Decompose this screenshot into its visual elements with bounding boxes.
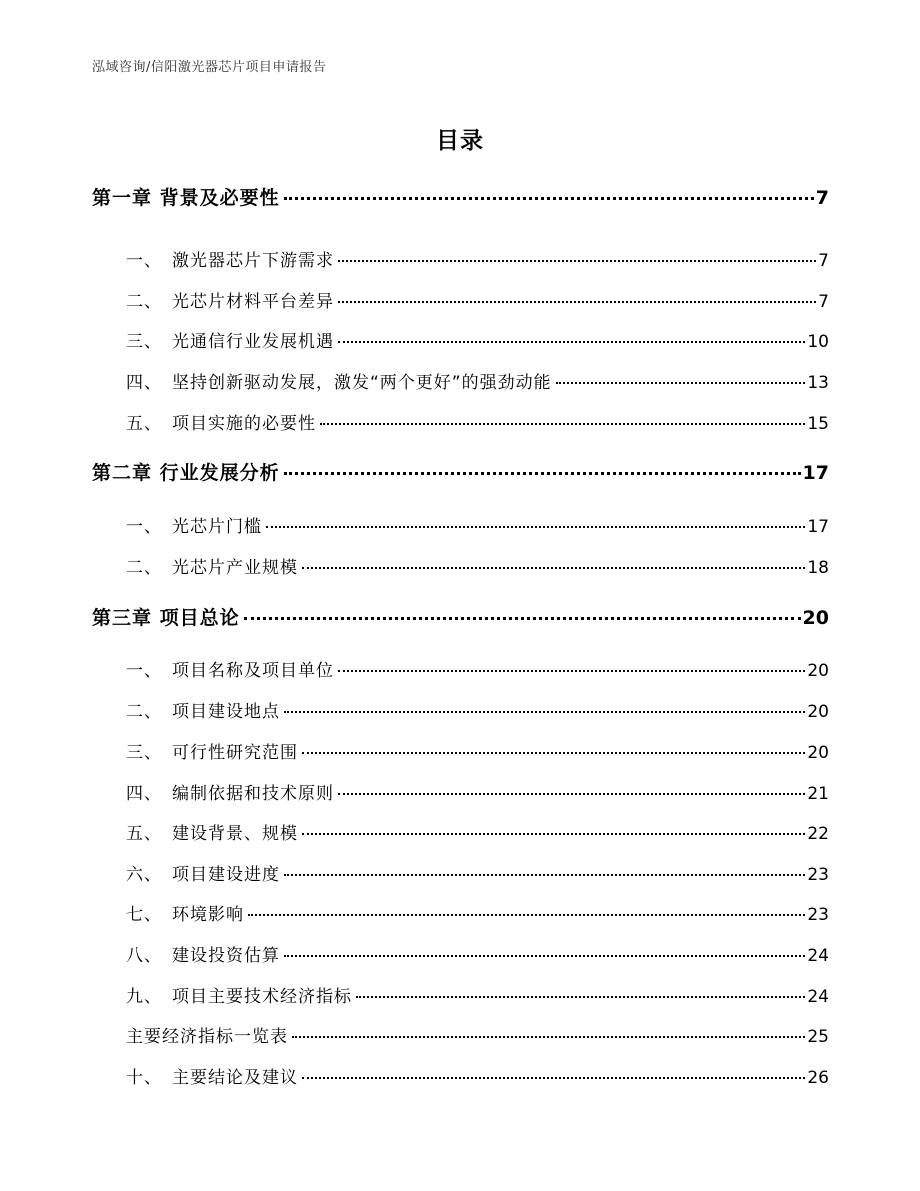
toc-entry-label: 项目实施的必要性 — [172, 414, 316, 434]
leader-dots — [338, 341, 805, 343]
toc-entry-label: 激光器芯片下游需求 — [172, 251, 334, 271]
toc-section-row[interactable] — [126, 287, 829, 312]
toc-section-row[interactable] — [126, 1022, 829, 1047]
toc-entry-number: 八、 — [126, 946, 162, 966]
toc-entry-number: 一、 — [126, 517, 162, 537]
toc-entry-label: 项目名称及项目单位 — [172, 661, 334, 681]
leader-dots — [338, 793, 805, 795]
toc-page-number: 23 — [807, 865, 829, 885]
toc-page-number: 20 — [807, 702, 829, 722]
toc-page-number: 17 — [802, 462, 829, 484]
toc-entry-label: 建设背景、规模 — [172, 824, 298, 844]
toc-entry-number: 四、 — [126, 784, 162, 804]
leader-dots — [356, 996, 805, 998]
toc-chapter-row[interactable] — [92, 458, 829, 485]
toc-entry-number: 七、 — [126, 905, 162, 925]
toc-section-row[interactable] — [126, 656, 829, 681]
toc-entry-number: 二、 — [126, 292, 162, 312]
toc-section-row[interactable] — [126, 819, 829, 844]
toc-entry-label: 光通信行业发展机遇 — [172, 332, 334, 352]
toc-section-row[interactable] — [126, 982, 829, 1007]
toc-entry-number: 十、 — [126, 1068, 162, 1088]
toc-section-row[interactable] — [126, 368, 829, 393]
toc-entry-number: 五、 — [126, 824, 162, 844]
leader-dots — [302, 1077, 805, 1079]
toc-entry-label: 主要结论及建议 — [172, 1068, 298, 1088]
toc-page-number: 7 — [818, 292, 829, 312]
toc-entry-number: 一、 — [126, 251, 162, 271]
toc-section-row[interactable] — [126, 779, 829, 804]
toc-page-number: 17 — [807, 517, 829, 537]
toc-entry-label: 坚持创新驱动发展，激发“两个更好”的强劲动能 — [172, 373, 552, 393]
toc-entry-label: 第三章 项目总论 — [92, 607, 240, 629]
toc-entry-number: 四、 — [126, 373, 162, 393]
toc-entry-label: 环境影响 — [172, 905, 244, 925]
toc-section-row[interactable] — [126, 409, 829, 434]
toc-title: 目录 — [436, 128, 484, 154]
leader-dots — [556, 382, 806, 384]
toc-entry-label: 第二章 行业发展分析 — [92, 462, 280, 484]
leader-dots — [338, 670, 805, 672]
toc-entry-label: 项目建设进度 — [172, 865, 280, 885]
leader-dots — [302, 567, 805, 569]
leader-dots — [284, 874, 805, 876]
toc-section-row[interactable] — [126, 738, 829, 763]
toc-chapter-row[interactable] — [92, 183, 829, 210]
toc-section-row[interactable] — [126, 697, 829, 722]
toc-page-number: 20 — [807, 661, 829, 681]
toc-entry-label: 项目主要技术经济指标 — [172, 987, 352, 1007]
toc-entry-label: 第一章 背景及必要性 — [92, 187, 280, 209]
toc-entry-label: 可行性研究范围 — [172, 743, 298, 763]
toc-page-number: 22 — [807, 824, 829, 844]
leader-dots — [284, 711, 805, 713]
toc-entry-number: 二、 — [126, 702, 162, 722]
toc-page-number: 10 — [807, 332, 829, 352]
toc-page-number: 7 — [815, 187, 829, 209]
toc-section-row[interactable] — [126, 941, 829, 966]
toc-entry-label: 编制依据和技术原则 — [172, 784, 334, 804]
toc-entry-label: 光芯片门槛 — [172, 517, 262, 537]
toc-entry-number: 一、 — [126, 661, 162, 681]
leader-dots — [302, 752, 805, 754]
toc-entry-label: 建设投资估算 — [172, 946, 280, 966]
toc-section-row[interactable] — [126, 512, 829, 537]
toc-page-number: 13 — [807, 373, 829, 393]
toc-page-number: 18 — [807, 558, 829, 578]
leader-dots — [320, 423, 805, 425]
leader-dots — [284, 955, 805, 957]
toc-page-number: 23 — [807, 905, 829, 925]
leader-dots — [284, 197, 814, 200]
toc-page-number: 20 — [802, 607, 829, 629]
leader-dots — [266, 526, 805, 528]
leader-dots — [338, 301, 816, 303]
leader-dots — [292, 1036, 805, 1038]
leader-dots — [302, 833, 805, 835]
toc-section-row[interactable] — [126, 246, 829, 271]
toc-section-row[interactable] — [126, 860, 829, 885]
toc-page-number: 15 — [807, 414, 829, 434]
toc-section-row[interactable] — [126, 553, 829, 578]
toc-entry-label: 项目建设地点 — [172, 702, 280, 722]
toc-page-number: 24 — [807, 987, 829, 1007]
toc-page-number: 7 — [818, 251, 829, 271]
toc-entry-number: 九、 — [126, 987, 162, 1007]
leader-dots — [284, 472, 801, 475]
toc-page-number: 21 — [807, 784, 829, 804]
toc-entry-label: 主要经济指标一览表 — [126, 1027, 288, 1047]
toc-page-number: 20 — [807, 743, 829, 763]
toc-chapter-row[interactable] — [92, 603, 829, 630]
toc-page-number: 26 — [807, 1068, 829, 1088]
leader-dots — [248, 914, 805, 916]
toc-entry-label: 光芯片产业规模 — [172, 558, 298, 578]
toc-entry-number: 六、 — [126, 865, 162, 885]
toc-entry-number: 三、 — [126, 332, 162, 352]
toc-section-row[interactable] — [126, 327, 829, 352]
toc-entry-number: 三、 — [126, 743, 162, 763]
running-header: 泓域咨询/信阳激光器芯片项目申请报告 — [92, 60, 327, 75]
leader-dots — [338, 260, 816, 262]
toc-entry-number: 五、 — [126, 414, 162, 434]
toc-entry-number: 二、 — [126, 558, 162, 578]
toc-page-number: 25 — [807, 1027, 829, 1047]
toc-page-number: 24 — [807, 946, 829, 966]
toc-entry-label: 光芯片材料平台差异 — [172, 292, 334, 312]
leader-dots — [244, 617, 801, 620]
toc-section-row[interactable] — [126, 1063, 829, 1088]
toc-section-row[interactable] — [126, 900, 829, 925]
